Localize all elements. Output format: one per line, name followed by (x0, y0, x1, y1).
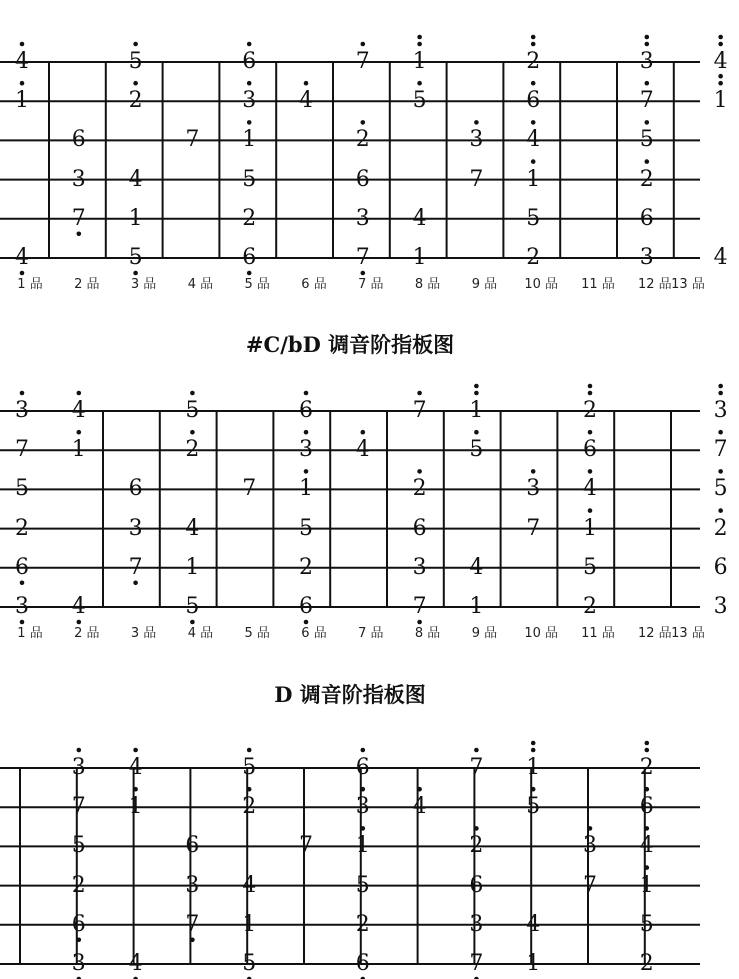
note-degree: 6 (71, 127, 86, 153)
note-degree: 4 (128, 166, 143, 192)
note-degree: 6 (355, 755, 370, 780)
note-degree: 1 (469, 398, 484, 423)
note-degree: 7 (355, 245, 370, 270)
octave-dot (718, 42, 723, 47)
note-degree: 1 (128, 794, 143, 820)
note-degree: 1 (355, 833, 370, 859)
note-degree: 6 (128, 476, 143, 502)
note-degree: 2 (639, 166, 654, 192)
note-degree: 1 (15, 88, 29, 114)
note-degree: 7 (469, 755, 484, 780)
fret-number-label: 7 品 (358, 277, 384, 292)
note-degree: 5 (128, 49, 143, 74)
octave-dot (531, 787, 536, 792)
note-degree: 2 (412, 476, 427, 502)
octave-dot (77, 748, 82, 753)
note-degree: 6 (713, 554, 728, 580)
note-degree: 7 (15, 437, 29, 463)
note-degree: 1 (185, 554, 200, 580)
note-degree: 1 (526, 166, 541, 192)
note-degree: 2 (526, 245, 541, 270)
note-degree: 7 (71, 205, 86, 231)
fret-number-label: 8 品 (414, 626, 441, 641)
note-degree: 5 (128, 245, 143, 270)
note-degree: 2 (355, 127, 370, 153)
note-degree: 1 (412, 49, 427, 74)
note-degree: 4 (242, 872, 257, 898)
note-degree: 1 (299, 476, 313, 502)
note-degree: 5 (469, 437, 484, 463)
note-degree: 6 (15, 554, 29, 580)
note-degree: 3 (526, 476, 541, 502)
note-degree: 5 (583, 554, 597, 580)
note-degree: 3 (583, 833, 597, 859)
note-degree: 4 (526, 911, 541, 937)
note-degree: 6 (355, 166, 370, 192)
note-degree: 4 (185, 515, 200, 541)
diagram-title-3: D 调音阶指板图 (274, 682, 426, 707)
note-degree: 4 (71, 594, 86, 619)
note-degree: 2 (71, 872, 86, 898)
fret-number-label: 13 品 (671, 277, 705, 292)
octave-dot (718, 391, 723, 396)
octave-dot (645, 748, 650, 753)
note-degree: 3 (713, 594, 728, 619)
note-degree: 1 (469, 594, 484, 619)
note-degree: 6 (71, 911, 86, 937)
note-degree: 1 (242, 127, 257, 153)
note-degree: 5 (639, 127, 654, 153)
note-degree: 4 (526, 127, 541, 153)
note-degree: 5 (15, 476, 29, 502)
note-degree: 7 (469, 166, 484, 192)
fret-number-label: 12 品 (637, 277, 672, 292)
note-degree: 6 (639, 205, 654, 231)
fret-number-label: 11 品 (581, 277, 615, 292)
note-degree: 3 (185, 872, 200, 898)
note-degree: 4 (639, 833, 654, 859)
fret-number-label: 6 品 (301, 277, 327, 292)
note-degree: 2 (128, 88, 143, 114)
octave-dot (531, 748, 536, 753)
note-degree: 3 (713, 398, 728, 423)
note-degree: 4 (412, 794, 427, 820)
fret-number-label: 2 品 (74, 626, 100, 641)
note-degree: 2 (583, 398, 597, 423)
note-degree: 4 (469, 554, 484, 580)
diagram-title-2: #C/bD 调音阶指板图 (245, 332, 455, 357)
note-degree: 4 (15, 245, 29, 270)
note-degree: 3 (15, 594, 29, 619)
note-degree: 7 (128, 554, 143, 580)
fret-number-label: 10 品 (524, 626, 559, 641)
note-degree: 5 (185, 398, 200, 423)
note-degree: 1 (242, 911, 257, 937)
note-degree: 3 (469, 127, 484, 153)
note-degree: 4 (713, 49, 728, 74)
note-degree: 6 (469, 872, 484, 898)
note-degree: 3 (639, 245, 654, 270)
note-degree: 3 (71, 951, 86, 976)
octave-dot (133, 787, 138, 792)
note-degree: 2 (299, 554, 313, 580)
note-degree: 6 (526, 88, 541, 114)
octave-dot (361, 748, 366, 753)
note-degree: 3 (299, 437, 313, 463)
note-degree: 2 (355, 911, 370, 937)
note-degree: 3 (469, 911, 484, 937)
note-degree: 4 (128, 951, 143, 976)
note-degree: 3 (71, 166, 86, 192)
note-degree: 6 (242, 49, 257, 74)
note-degree: 2 (242, 794, 257, 820)
note-degree: 7 (71, 794, 86, 820)
note-degree: 5 (639, 911, 654, 937)
note-degree: 5 (355, 872, 370, 898)
note-degree: 3 (128, 515, 143, 541)
note-degree: 7 (639, 88, 654, 114)
fret-number-label: 12 品 (637, 626, 672, 641)
note-degree: 3 (639, 49, 654, 74)
fret-number-label: 2 品 (74, 277, 100, 292)
octave-dot (718, 469, 723, 474)
note-degree: 7 (583, 872, 597, 898)
note-degree: 4 (583, 476, 597, 502)
note-degree: 3 (15, 398, 29, 423)
octave-dot (417, 787, 422, 792)
note-degree: 2 (242, 205, 257, 231)
fret-number-label: 1 品 (17, 277, 43, 292)
octave-dot (718, 508, 723, 513)
note-degree: 6 (299, 594, 313, 619)
note-degree: 6 (639, 794, 654, 820)
note-degree: 6 (355, 951, 370, 976)
note-degree: 1 (526, 951, 541, 976)
note-degree: 2 (185, 437, 200, 463)
octave-dot (718, 35, 723, 40)
note-degree: 2 (713, 515, 728, 541)
note-degree: 7 (713, 437, 728, 463)
note-degree: 4 (412, 205, 427, 231)
note-degree: 3 (355, 794, 370, 820)
fret-number-label: 5 品 (244, 626, 270, 641)
fret-number-label: 4 品 (187, 626, 214, 641)
note-degree: 6 (299, 398, 313, 423)
octave-dot (474, 748, 479, 753)
note-degree: 3 (355, 205, 370, 231)
fret-number-label: 1 品 (17, 626, 43, 641)
fret-number-label: 7 品 (358, 626, 384, 641)
fret-number-label: 5 品 (244, 277, 270, 292)
note-degree: 7 (412, 594, 427, 619)
octave-dot (588, 826, 593, 831)
note-degree: 7 (412, 398, 427, 423)
octave-dot (361, 826, 366, 831)
octave-dot (718, 430, 723, 435)
octave-dot (718, 81, 723, 86)
note-degree: 4 (299, 88, 313, 114)
note-degree: 5 (242, 755, 257, 780)
fret-number-label: 13 品 (671, 626, 705, 641)
note-degree: 7 (469, 951, 484, 976)
note-degree: 5 (713, 476, 728, 502)
note-degree: 5 (242, 951, 257, 976)
octave-dot (645, 826, 650, 831)
fret-number-label: 9 品 (471, 277, 498, 292)
note-degree: 7 (526, 515, 541, 541)
note-degree: 4 (15, 49, 29, 74)
note-degree: 5 (185, 594, 200, 619)
fret-number-label: 9 品 (471, 626, 498, 641)
note-degree: 1 (128, 205, 143, 231)
note-degree: 4 (71, 398, 86, 423)
fret-number-label: 11 品 (581, 626, 615, 641)
note-degree: 4 (128, 755, 143, 780)
note-degree: 6 (185, 833, 200, 859)
note-degree: 7 (185, 127, 200, 153)
note-degree: 2 (526, 49, 541, 74)
note-degree: 2 (639, 951, 654, 976)
octave-dot (247, 748, 252, 753)
fret-number-label: 8 品 (414, 277, 441, 292)
fret-number-label: 4 品 (187, 277, 214, 292)
octave-dot (133, 748, 138, 753)
octave-dot (247, 787, 252, 792)
octave-dot (361, 787, 366, 792)
note-degree: 1 (583, 515, 597, 541)
note-degree: 5 (299, 515, 313, 541)
note-degree: 1 (71, 437, 86, 463)
fret-number-label: 10 品 (524, 277, 559, 292)
note-degree: 5 (526, 794, 541, 820)
note-degree: 1 (713, 88, 728, 114)
fret-number-label: 3 品 (130, 277, 157, 292)
note-degree: 2 (469, 833, 484, 859)
octave-dot (645, 741, 650, 746)
note-degree: 2 (15, 515, 29, 541)
note-degree: 7 (185, 911, 200, 937)
note-degree: 3 (412, 554, 427, 580)
octave-dot (718, 384, 723, 389)
note-degree: 2 (639, 755, 654, 780)
note-degree: 1 (526, 755, 541, 780)
octave-dot (474, 826, 479, 831)
note-degree: 1 (639, 872, 654, 898)
fret-number-label: 3 品 (130, 626, 157, 641)
note-degree: 6 (242, 245, 257, 270)
note-degree: 7 (242, 476, 257, 502)
octave-dot (531, 741, 536, 746)
octave-dot (645, 787, 650, 792)
note-degree: 2 (583, 594, 597, 619)
note-degree: 1 (412, 245, 427, 270)
note-degree: 7 (299, 833, 313, 859)
fret-number-label: 6 品 (301, 626, 327, 641)
note-degree: 3 (242, 88, 257, 114)
note-degree: 4 (355, 437, 370, 463)
note-degree: 3 (71, 755, 86, 780)
note-degree: 5 (242, 166, 257, 192)
note-degree: 5 (71, 833, 86, 859)
note-degree: 6 (583, 437, 597, 463)
note-degree: 5 (412, 88, 427, 114)
note-degree: 4 (713, 245, 728, 270)
note-degree: 6 (412, 515, 427, 541)
octave-dot (645, 865, 650, 870)
note-degree: 7 (355, 49, 370, 74)
note-degree: 5 (526, 205, 541, 231)
